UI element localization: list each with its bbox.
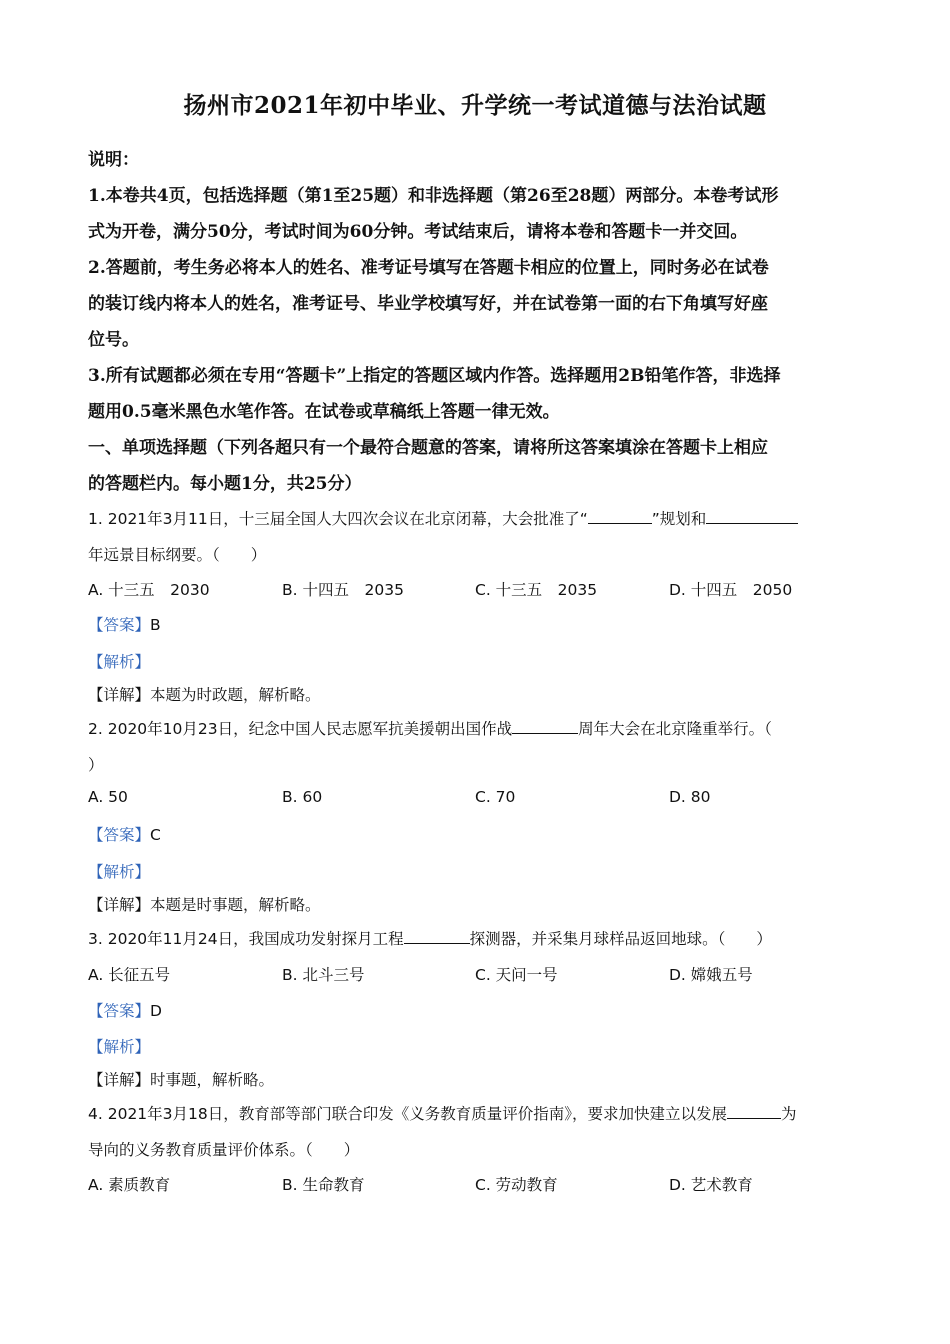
option-a: A. 50 <box>88 788 128 806</box>
detail-text: 【详解】本题为时政题，解析略。 <box>88 686 321 704</box>
question-text: 2. 2020年10月23日，纪念中国人民志愿军抗美援朝出国作战 <box>88 720 513 738</box>
answer-label: 【答案】 <box>88 1002 151 1020</box>
option-d: D. 嫦娥五号 <box>669 966 753 984</box>
option-b: B. 北斗三号 <box>282 966 365 984</box>
question-2 <box>88 717 772 739</box>
question-1-cont: 年远景目标纲要。（ ） <box>88 546 267 564</box>
answer-label: 【答案】 <box>88 826 151 844</box>
detail-text: 【详解】时事题，解析略。 <box>88 1071 275 1089</box>
instruction-line: 式为开卷，满分50分，考试时间为60分钟。考试结束后，请将本卷和答题卡一并交回。 <box>88 222 748 242</box>
option-d: D. 艺术教育 <box>669 1176 753 1194</box>
answer-blank <box>588 509 652 524</box>
section-heading: 一、单项选择题（下列各超只有一个最符合题意的答案，请将所这答案填涂在答题卡上相应 <box>88 438 768 458</box>
option-c: C. 劳动教育 <box>475 1176 558 1194</box>
answer-blank <box>727 1104 781 1119</box>
instruction-line: 1.本卷共4页，包括选择题（第1至25题）和非选择题（第26至28题）两部分。本卷考试形 <box>88 186 779 206</box>
answer-blank <box>512 719 578 734</box>
question-text: 4. 2021年3月18日，教育部等部门联合印发《义务教育质量评价指南》，要求加快建立以发展 <box>88 1105 727 1123</box>
answer-row <box>88 823 161 845</box>
answer-value: D <box>150 1002 162 1020</box>
option-d: D. 80 <box>669 788 711 806</box>
answer-blank <box>404 929 470 944</box>
answer-value: B <box>150 616 161 634</box>
option-b: B. 生命教育 <box>282 1176 365 1194</box>
question-4-cont: 导向的义务教育质量评价体系。（ ） <box>88 1141 360 1159</box>
instruction-line: 2.答题前，考生务必将本人的姓名、准考证号填写在答题卡相应的位置上，同时务必在试卷 <box>88 258 769 278</box>
question-text: 3. 2020年11月24日，我国成功发射探月工程 <box>88 930 404 948</box>
option-a: A. 素质教育 <box>88 1176 171 1194</box>
instruction-line: 的装订线内将本人的姓名，准考证号、毕业学校填写好，并在试卷第一面的右下角填写好座 <box>88 294 768 314</box>
analysis-label: 【解析】 <box>88 1038 151 1056</box>
instruction-line: 位号。 <box>88 330 139 350</box>
instruction-line: 3.所有试题都必须在专用“答题卡”上指定的答题区域内作答。选择题用2B铅笔作答，非选择 <box>88 366 781 386</box>
question-text: 为 <box>781 1105 797 1123</box>
section-heading-cont: 的答题栏内。每小题1分，共25分） <box>88 474 362 494</box>
option-c: C. 十三五 2035 <box>475 581 598 599</box>
option-b: B. 60 <box>282 788 323 806</box>
answer-value: C <box>150 826 161 844</box>
question-3 <box>88 927 772 949</box>
answer-blank <box>706 509 798 524</box>
detail-text: 【详解】本题是时事题，解析略。 <box>88 896 321 914</box>
answer-row <box>88 613 161 635</box>
page-title: 扬州市2021年初中毕业、升学统一考试道德与法治试题 <box>183 92 767 119</box>
option-d: D. 十四五 2050 <box>669 581 793 599</box>
question-4 <box>88 1102 797 1124</box>
question-text: 周年大会在北京隆重举行。（ <box>578 720 772 738</box>
analysis-label: 【解析】 <box>88 863 151 881</box>
instructions-heading: 说明： <box>88 150 139 170</box>
answer-label: 【答案】 <box>88 616 151 634</box>
question-text: 探测器，并采集月球样品返回地球。（ ） <box>469 930 772 948</box>
question-1 <box>88 507 798 529</box>
option-a: A. 长征五号 <box>88 966 171 984</box>
option-b: B. 十四五 2035 <box>282 581 404 599</box>
option-c: C. 70 <box>475 788 516 806</box>
option-c: C. 天问一号 <box>475 966 558 984</box>
question-2-cont: ） <box>88 756 104 774</box>
answer-row <box>88 999 162 1021</box>
instruction-line: 题用0.5毫米黑色水笔作答。在试卷或草稿纸上答题一律无效。 <box>88 402 560 422</box>
question-text: ”规划和 <box>651 510 707 528</box>
question-text: 1. 2021年3月11日，十三届全国人大四次会议在北京闭幕，大会批准了“ <box>88 510 588 528</box>
analysis-label: 【解析】 <box>88 653 151 671</box>
option-a: A. 十三五 2030 <box>88 581 210 599</box>
